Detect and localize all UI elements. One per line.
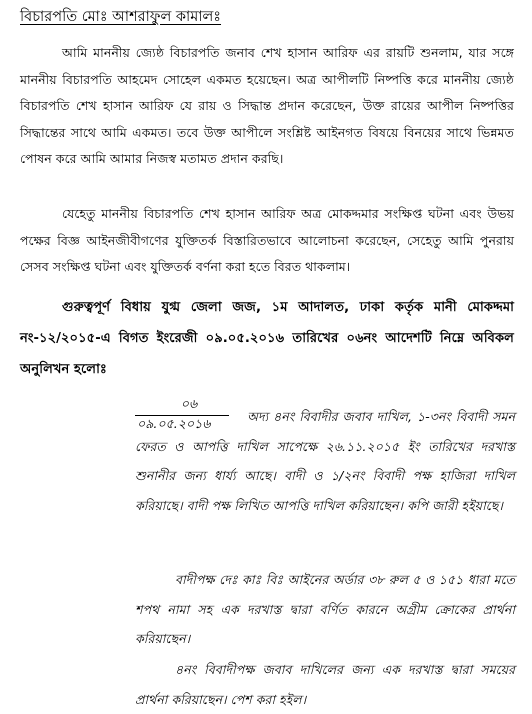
opinion-paragraph-3: গুরুত্বপূর্ণ বিধায় যুগ্ম জেলা জজ, ১ম আদালত, ঢাকা কর্তৃক মানী মোকদ্দমা নং-১২/২০১৫-এ বিগত ইংরেজী ০৯.০৫.২০১৬ তারিখের ০৬নং আদেশটি নিম্নে অবিকল অনুলিখন হলোঃ [20,300,514,377]
opinion-paragraph-1: আমি মাননীয় জ্যেষ্ঠ বিচারপতি জনাব শেখ হাসান আরিফ এর রায়টি শুনলাম, যার সঙ্গে মাননীয় বিচারপতি আহমেদ সোহেল একমত হয়েছেন। অত্র আপীলটি নিষ্পত্তি করে মাননীয় জ্যেষ্ঠ বিচারপতি শেখ হাসান আরিফ যে রায় ও সিদ্ধান্ত প্রদান করেছেন, উক্ত রায়ের আপীল নিষ্পত্তির সিদ্ধান্তের সাথে আমি একমত। তবে উক্ত আপীলে সংশ্লিষ্ট আইনগত বিষয়ে বিনয়ের সাথে ভিন্নমত পোষন করে আমি আমার নিজস্ব মতামত প্রদান করছি। [20,45,514,166]
opinion-paragraph-2: যেহেতু মাননীয় বিচারপতি শেখ হাসান আরিফ অত্র মোকদ্দমার সংক্ষিপ্ত ঘটনা এবং উভয় পক্ষের বিজ্ঞ আইনজীবীগণের যুক্তিতর্ক বিস্তারিতভাবে আলোচনা করেছেন, সেহেতু আমি পুনরায় সেসব সংক্ষিপ্ত ঘটনা এবং যুক্তিতর্ক বর্ণনা করা হতে বিরত থাকলাম। [20,206,514,274]
order-text-1-content: অদ্য ৪নং বিবাদীর জবাব দাখিল, ১-৩নং বিবাদী সমন ফেরত ও আপত্তি দাখিল সাপেক্ষে ২৬.১১.২০১৫ ইং তারিখের দরখাস্ত শুনানীর জন্য ধার্য্য আছে। বাদী ও ১/২নং বিবাদী পক্ষ হাজিরা দাখিল করিয়াছে। বাদী পক্ষ লিখিত আপত্তি দাখিল করিয়াছেন। কপি জারী হইয়াছে। [135,409,515,513]
order-text-1 [135,402,515,520]
order-text-2: বাদীপক্ষ দেঃ কাঃ বিঃ আইনের অর্ডার ৩৮ রুল ৫ ও ১৫১ ধারা মতে শপথ নামা সহ এক দরখাস্ত দ্বারা বর্ণিত কারনে অগ্রীম ক্রোকের প্রার্থনা করিয়াছেন। [135,572,515,646]
order-number: ০৬ [180,396,198,411]
order-date: ০৯.০৫.২০১৬ [137,416,211,431]
judge-heading: বিচারপতি মোঃ আশরাফুল কামালঃ [20,9,222,25]
order-text-3: ৪নং বিবাদীপক্ষ জবাব দাখিলের জন্য এক দরখাস্ত দ্বারা সময়ের প্রার্থনা করিয়াছেন। পেশ করা হইল। [135,662,515,707]
